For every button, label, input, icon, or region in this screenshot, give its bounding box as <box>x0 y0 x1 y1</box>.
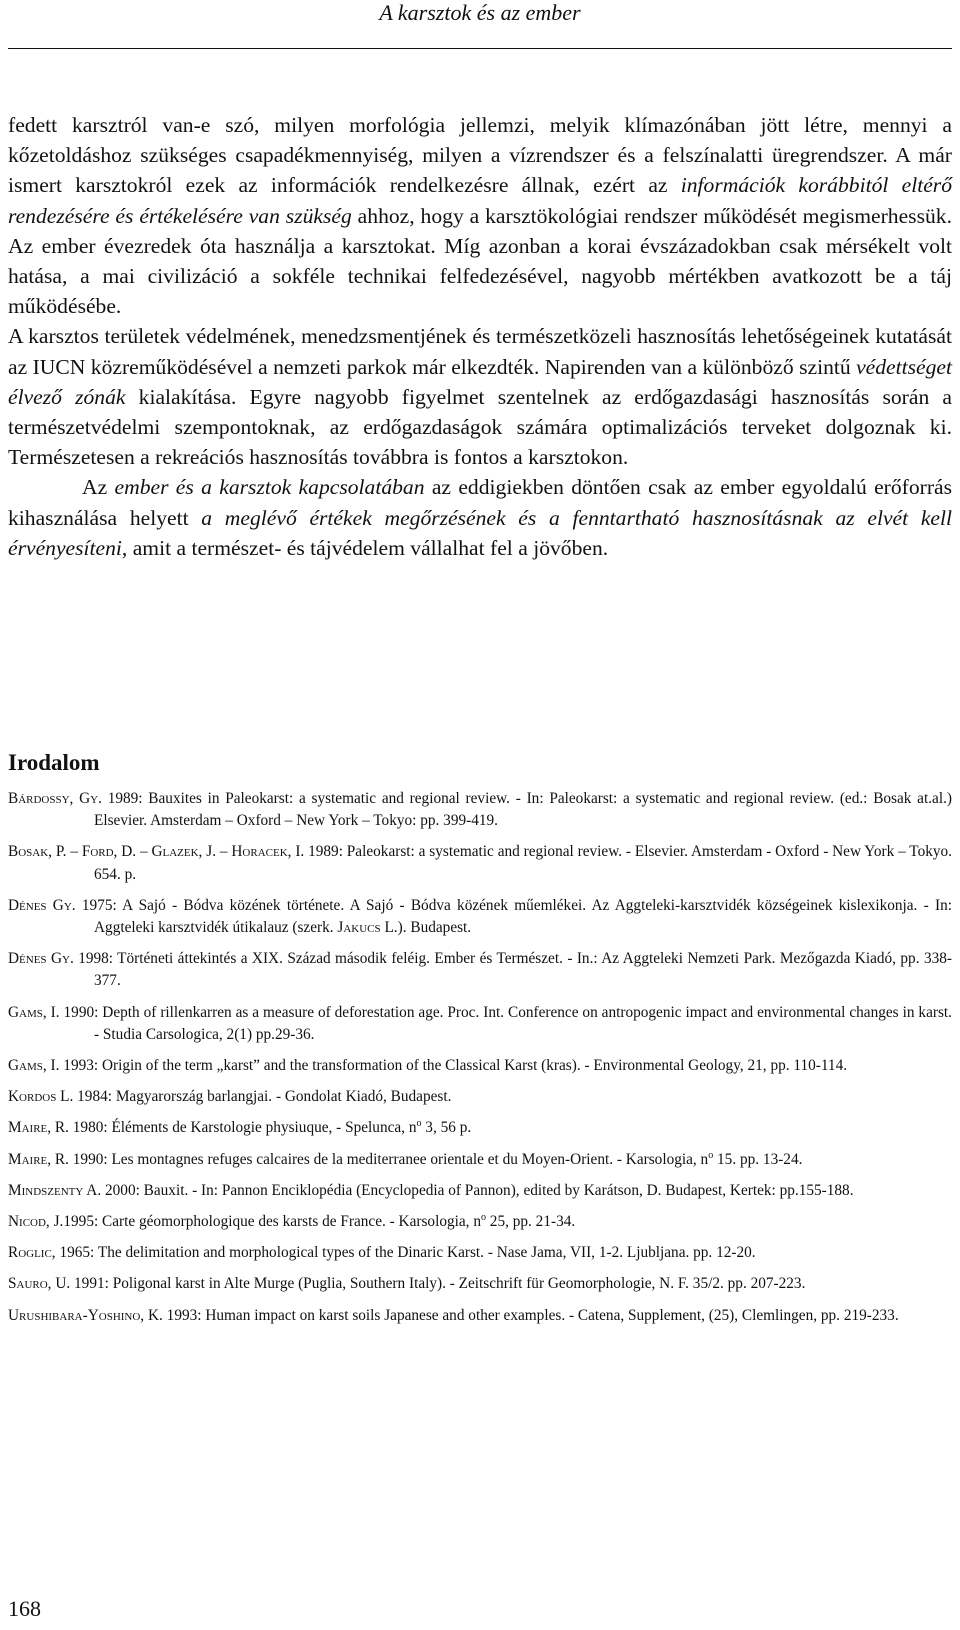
ref-text: 1995: Carte géomorphologique des karsts de France. - Karsologia, n <box>63 1213 481 1231</box>
ref-author: Maire, R. <box>8 1119 69 1137</box>
reference-list <box>8 788 952 1336</box>
ref-text: 1965: The delimitation and morphological types of the Dinaric Karst. - Nase Jama, VII, 1-2. Ljubljana. pp. 12-20. <box>55 1244 756 1262</box>
ref-author: Roglic, <box>8 1244 56 1262</box>
page-number: 168 <box>8 1596 41 1621</box>
p3-italic-2: a meglévő értékek megőrzésének és a fenntartható hasznosításnak az elvét kell érvényesíteni <box>8 505 952 560</box>
p1-italic-1: információk korábbitól eltérő rendezésére és értékelésére van szükség <box>8 173 952 228</box>
ref-author: Kordos L. <box>8 1088 74 1106</box>
reference-item <box>8 1149 952 1171</box>
ref-author-inline: Jakucs <box>337 919 381 937</box>
p2-text-1: A karsztos területek védelmének, menedzsmentjének és természetközeli hasznosítás lehetőségeinek kutatását az IUCN közreműködésével a nemzeti parkok már elkezdték. Napirenden van a különböző szintű <box>8 324 952 379</box>
reference-item <box>8 1305 952 1327</box>
reference-item <box>8 1055 952 1077</box>
ref-text-continued: 15. pp. 13-24. <box>713 1150 803 1168</box>
ref-text: 1975: A Sajó - Bódva közének története. A Sajó - Bódva közének műemlékei. Az Aggteleki-karsztvidék községeinek kislexikonja. - In: Aggteleki karsztvidék útikalauz (szerk. <box>75 896 952 937</box>
reference-item <box>8 1086 952 1108</box>
ref-author: Gams, I. <box>8 1057 60 1075</box>
ref-author: Urushibara-Yoshino, K. <box>8 1306 163 1324</box>
reference-item <box>8 1002 952 1046</box>
p3-italic-1: ember és a karsztok kapcsolatában <box>114 475 425 500</box>
paragraph-1 <box>8 110 952 321</box>
ref-text: 1989: Bauxites in Paleokarst: a systematic and regional review. - In: Paleokarst: a systematic and regional review. (ed.: Bosak at.al.) Elsevier. Amsterdam – Oxford – New York – Tokyo: pp. 399-419. <box>94 790 953 830</box>
ref-text: 1993: Origin of the term „karst” and the transformation of the Classical Karst (kras). - Environmental Geology, 21, pp. 110-114. <box>59 1057 848 1075</box>
ref-text-continued: 3, 56 p. <box>421 1119 472 1137</box>
running-header: A karsztok és az ember <box>379 0 581 25</box>
reference-item <box>8 1180 952 1202</box>
superscript: o <box>416 1118 422 1130</box>
p2-text-2: kialakítása. Egyre nagyobb figyelmet szentelnek az erdőgazdasági hasznosítás során a természetvédelmi szempontoknak, az erdőgazdaságok számára optimalizációs terveket dolgoznak ki. Természetesen a rekreációs hasznosítás továbbra is fontos a karsztokon. <box>8 384 952 470</box>
p1-text-2: ahhoz, hogy a karsztökológiai rendszer működését megismerhessük. Az ember évezredek óta használja a karsztokat. Míg azonban a korai évszázadokban csak mérsékelt volt hatása, a mai civilizáció a sokféle technikai felfedezésével, nagyobb mértékben avatkozott be a táj működésébe. <box>8 203 952 319</box>
reference-item <box>8 788 952 832</box>
reference-item <box>8 1211 952 1233</box>
reference-item <box>8 948 952 992</box>
reference-item <box>8 1273 952 1295</box>
ref-text: 1989: Paleokarst: a systematic and regional review. - Elsevier. Amsterdam - Oxford - New York – Tokyo. 654. p. <box>94 843 952 883</box>
ref-text: 1993: Human impact on karst soils Japanese and other examples. - Catena, Supplement, (25), Clemlingen, pp. 219-233. <box>162 1306 899 1324</box>
reference-item <box>8 1242 952 1264</box>
section-title-references: Irodalom <box>8 750 100 775</box>
ref-text: 1990: Les montagnes refuges calcaires de la mediterranee orientale et du Moyen-Orient. - Karsologia, n <box>68 1150 709 1168</box>
reference-item <box>8 1117 952 1139</box>
p3-text-2: az eddigiekben döntően csak az ember egyoldalú erőforrás kihasználása helyett <box>8 475 953 530</box>
ref-text: 1984: Magyarország barlangjai. - Gondolat Kiadó, Budapest. <box>73 1088 452 1106</box>
ref-author: Sauro, U. <box>8 1275 71 1293</box>
ref-author: Dénes Gy. <box>8 896 76 914</box>
p3-text-3: , amit a természet- és tájvédelem vállalhat fel a jövőben. <box>121 535 609 560</box>
p3-text-1: Az <box>82 475 115 500</box>
ref-text-continued: L.). Budapest. <box>380 919 472 937</box>
p2-italic-1: védettséget élvező zónák <box>8 354 952 409</box>
reference-item <box>8 841 952 885</box>
ref-author: Mindszenty A. <box>8 1181 102 1199</box>
header-rule <box>8 48 952 49</box>
ref-text-continued: 25, pp. 21-34. <box>485 1213 576 1231</box>
ref-author: Dénes Gy. <box>8 950 74 968</box>
reference-item <box>8 895 952 939</box>
paragraph-2 <box>8 321 952 472</box>
ref-text: 1990: Depth of rillenkarren as a measure of deforestation age. Proc. Int. Conference on antropogenic impact and environmental changes in karst. - Studia Carsologica, 2(1) pp.29-36. <box>59 1003 952 1043</box>
ref-author: Nicod, J. <box>8 1213 64 1231</box>
ref-text: 1980: Éléments de Karstologie physiuque, - Spelunca, n <box>68 1119 417 1137</box>
body-text <box>8 110 952 563</box>
ref-text: 1998: Történeti áttekintés a XIX. Század második feléig. Ember és Természet. - In.: Az Aggteleki Nemzeti Park. Mezőgazda Kiadó, pp. 338-377. <box>73 950 952 990</box>
ref-author: Gams, I. <box>8 1003 60 1021</box>
ref-author: Bárdossy, Gy. <box>8 790 102 807</box>
paragraph-3 <box>8 472 952 563</box>
p1-text-1: fedett karsztról van-e szó, milyen morfológia jellemzi, melyik klímazónában jött létre, mennyi a kőzetoldáshoz szükséges csapadékmennyiség, milyen a vízrendszer és a felszínalatti üregrendszer. A már ismert karsztokról ezek az információk rendelkezésre állnak, ezért az <box>8 113 952 198</box>
superscript: o <box>480 1212 486 1224</box>
ref-text: 2000: Bauxit. - In: Pannon Enciklopédia (Encyclopedia of Pannon), edited by Karátson, D. Budapest, Kertek: pp.155-188. <box>101 1181 854 1199</box>
superscript: o <box>708 1149 714 1161</box>
ref-author: Bosak, P. – Ford, D. – Glazek, J. – Horacek, I. <box>8 843 305 861</box>
ref-text: 1991: Poligonal karst in Alte Murge (Puglia, Southern Italy). - Zeitschrift für Geomorphologie, N. F. 35/2. pp. 207-223. <box>70 1275 806 1293</box>
ref-author: Maire, R. <box>8 1150 69 1168</box>
